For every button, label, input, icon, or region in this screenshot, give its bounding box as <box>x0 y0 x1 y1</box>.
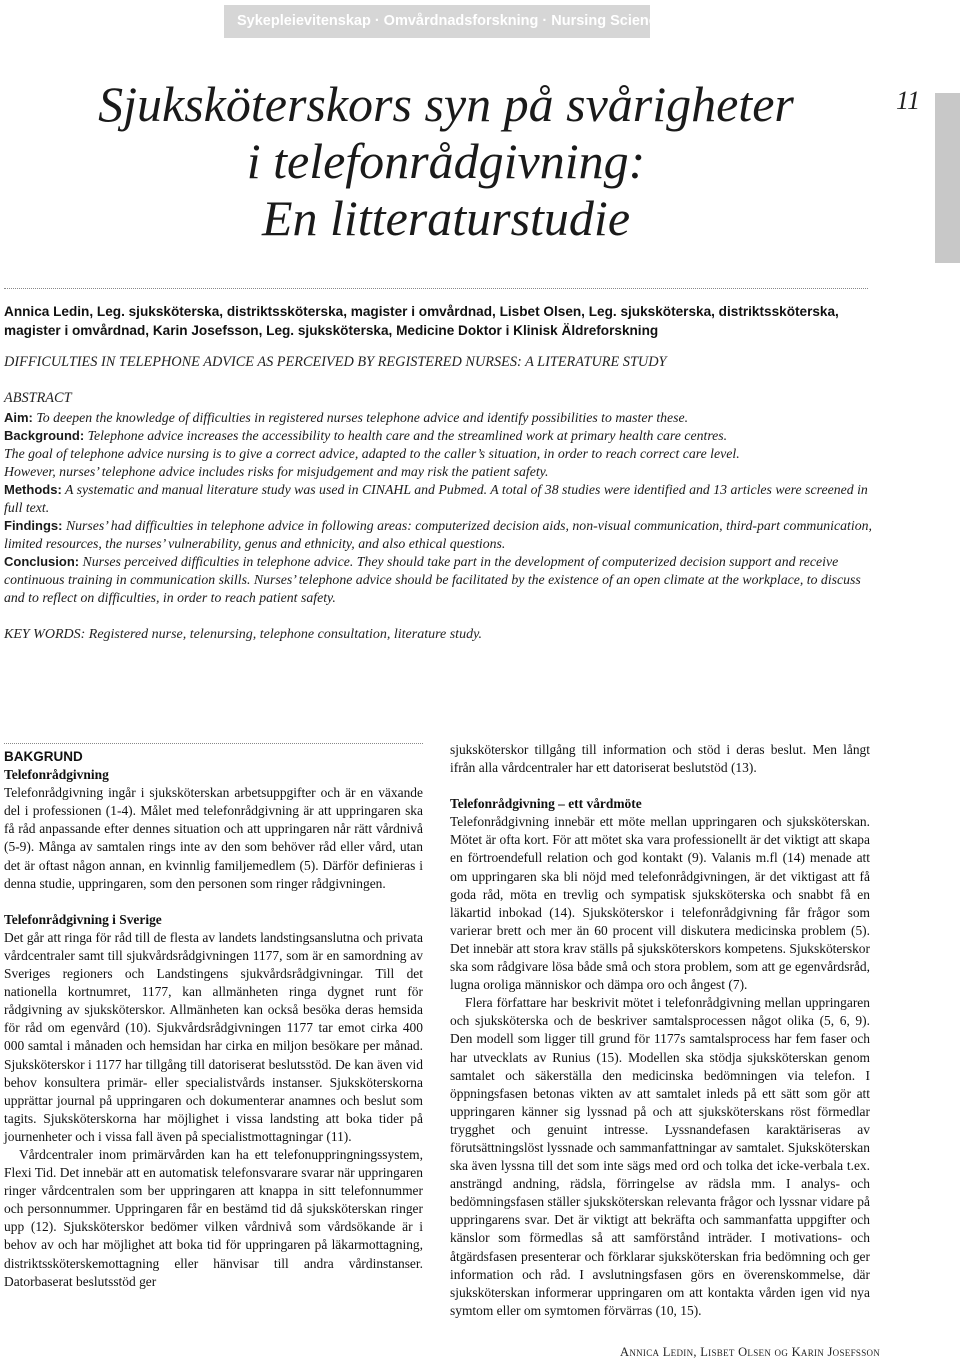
abstract-background <box>4 427 874 445</box>
conclusion-text: Nurses perceived difficulties in telephone advice. They should take part in the development of computerized decision support and receive continuous training in communication skills. Nurses’ telephone advice should be facilitated by the existence of an open climate at the workplace, to discuss and to reflect on difficulties, in order to reach patient safety. <box>4 554 861 605</box>
background-label: Background: <box>4 428 85 443</box>
paragraph-3: Vårdcentraler inom primärvården kan ha ett telefonuppringningssystem, Flexi Tid. Det innebär att en automatisk telefonsvarare svarar när uppringaren ringer vårdcentralen som ber uppringaren att knappa in sitt telefonnummer och personnummer. Uppringaren får en bestämd tid då sjuksköterskan ringer upp (12). Sjuksköterskor bedömer vilken vårdnivå som vårdsökande är i behov av och har möjlighet att boka tid för uppringaren på läkarmottagning, distriktssköterskemottagning eller hänvisar till andra vårdinstanser. Datorbaserat beslutsstöd ger <box>4 1146 423 1289</box>
background-text: Telephone advice increases the accessibility to health care and the streamlined work at primary health care centres. <box>84 428 728 443</box>
title-line-2: i telefonrådgivning: <box>246 133 646 189</box>
title-line-3: En litteraturstudie <box>261 190 631 246</box>
paragraph-0: sjuksköterskor tillgång till information och stöd i deras beslut. Men långt ifrån alla vårdcentraler har ett datoriserat beslutstöd (13). <box>450 742 870 776</box>
subheading-telefonradgivning: Telefonrådgivning <box>4 767 109 783</box>
journal-banner: Sykepleievitenskap · Omvårdnadsforskning · Nursing Science <box>224 5 650 38</box>
methods-label: Methods: <box>4 482 62 497</box>
title-divider <box>4 288 868 289</box>
title-line-1: Sjuksköterskors syn på svårigheter <box>98 76 794 132</box>
author-line: Annica Ledin, Leg. sjuksköterska, distriktssköterska, magister i omvårdnad, Lisbet Olsen, Leg. sjuksköterska, distriktssköterska, magister i omvårdnad, Karin Josefsson, Leg. sjuksköterska, Medicine Doktor i Klinisk Äldreforskning <box>4 304 839 338</box>
abstract-conclusion <box>4 553 874 607</box>
paragraph-5: Flera författare har beskrivit mötet i telefonrådgivning mellan uppringaren och sjuksköterska och de beskriver samtalsprocessen något olika (5, 6, 9). Den modell som ligger till grund för 1177s samtalsprocess har fem faser och har utvecklats av Runius (15). Modellen ska stödja sjuksköterskan genom samtalet och säkerställa den medicinska bedömningen via telefon. I öppningsfasen betonas vikten av att samtalet inleds på ett sätt som gör att uppringaren känner sig lyssnad på och att sjuksköterskans röst förmedlar trygghet och genuint intresse. Lyssnandefasen karaktäriseras av förutsättningslöst lyssnade och sammanfattningar av samtalet. Sjuksköterskan ska även lyssna till det som inte sägs med ord och tolka det icke-verbala t.ex. ansträngd andning, rädsla, förringelse av rädsla mm. I analys- och bedömningsfasen ställer sjuksköterskan relevanta frågor och lyssnar vidare på uppringarens svar. Det är viktigt att bekräfta och sammanfatta uppgifter och känslor som förmedlas så att samförstånd inträder. I motivations- och åtgärdsfasen presenterar och förklarar sjuksköterskan fria bedömning och ger information och råd. I avslutningsfasen görs en överenskommelse, där sjuksköterskan informerar uppringaren om att kontakta vården igen vid nya symtom eller om symtomen förvärras (10, 15). <box>450 995 870 1318</box>
methods-text: A systematic and manual literature study was used in CINAHL and Pubmed. A total of 38 studies were identified and 13 articles were screened in full text. <box>4 482 868 515</box>
conclusion-label: Conclusion: <box>4 554 80 569</box>
abstract-aim <box>4 409 874 427</box>
side-tab-marker <box>935 93 960 263</box>
findings-label: Findings: <box>4 518 63 533</box>
english-title: DIFFICULTIES IN TELEPHONE ADVICE AS PERCEIVED BY REGISTERED NURSES: A LITERATURE STUDY <box>4 354 667 370</box>
findings-text: Nurses’ had difficulties in telephone advice in following areas: computerized decision aids, non-visual communication, third-part communication, limited resources, the nurses’ vulnerability, genus and ethnicity, and also ethical questions. <box>4 518 872 551</box>
page-number: 11 <box>896 86 921 115</box>
abstract-findings <box>4 517 874 553</box>
abstract-body <box>4 409 874 607</box>
subheading-telefonradgivning-sverige: Telefonrådgivning i Sverige <box>4 911 162 927</box>
article-title <box>96 76 796 247</box>
abstract-goal: The goal of telephone advice nursing is to give a correct advice, adapted to the caller’s situation, in order to reach correct care level. <box>4 446 740 461</box>
aim-label: Aim: <box>4 410 33 425</box>
footer-authors <box>620 1345 881 1360</box>
paragraph-gap <box>450 777 870 795</box>
subheading-vardmote: Telefonrådgivning – ett vårdmöte <box>450 796 642 812</box>
section-divider <box>4 743 423 744</box>
aim-text: To deepen the knowledge of difficulties in registered nurses telephone advice and identify possibilities to master these. <box>32 410 689 425</box>
paragraph-gap <box>4 893 423 911</box>
left-column <box>4 748 423 1291</box>
paragraph-2: Det går att ringa för råd till de flesta av landets landstingsanslutna och privata vårdcentraler samt till sjukvårdsrådgivningen 1177, som är en samordning av Sveriges regioners och Landstingens sjukvårdsrådgivningar. Till det nationella kortnumret, 1177, kan allmänheten ringa dygnet runt för rådgivning av sjuksköterskor. Allmänheten kan också besöka deras hemsida för råd om egenvård (10). Sjukvårdsrådgivningen 1177 tar emot cirka 400 000 samtal i månaden och hemsidan har cirka en miljon besökare per månad. Sjuksköterskor i 1177 har tillgång till datoriserat beslutsstöd. De kan även vid behov konsultera primär- eller specialistvårds instanser. Sjuksköterskorna upprättar journal på uppringaren och dokumenterar anamnes och beslut som tagits. Sjuksköterskorna har möjlighet i vissa landsting att boka tider på journenheter och i vissa fall även på specialistmottagningar (11). <box>4 929 423 1144</box>
section-heading-bakgrund: BAKGRUND <box>4 749 83 764</box>
abstract-however: However, nurses’ telephone advice includes risks for misjudgement and may risk the patient safety. <box>4 464 549 479</box>
right-column <box>450 741 870 1320</box>
abstract-heading: ABSTRACT <box>4 390 72 406</box>
abstract-methods <box>4 481 874 517</box>
paragraph-1: Telefonrådgivning ingår i sjuksköterskan arbetsuppgifter och är en växande del i professionen (1-4). Målet med telefonrådgivning är att uppringaren ska få råd anpassande efter dennes situation och att uppringaren når rätt vårdnivå (5-9). Många av samtalen rings inte av den som behöver råd eller vård, utan det är oftast någon annan, en kvinnlig familjemedlem (5). Därför definieras i denna studie, uppringaren, som den personen som ringer rådgivningen. <box>4 785 423 891</box>
footer-author-names: Annica Ledin, Lisbet Olsen og Karin Josefsson <box>620 1345 881 1359</box>
paragraph-4: Telefonrådgivning innebär ett möte mellan uppringaren och sjuksköterskan. Mötet är ofta kort. För att mötet ska vara professionellt är det viktigt att skapa en förtroendefull relation och god kontakt (9). Valanis m.fl (14) menade att om uppringaren ska bli nöjd med telefonrådgivningen, är det viktigast att få goda råd, möta en trevlig och sympatisk sjuksköterska och snabbt få en läkartid inbokad (14). Sjuksköterskor i telefonrådgivning får frågor som varierar brett och mer än 60 procent vill diskutera medicinska problem (5). Det innebär att stora krav ställs på sjuksköterskors kompetens. Sjuksköterskor ska som rådgivare lösa både små och stora problem, som att ge egenvårdsråd, lugna oroliga människor och dämpa oro och ångest (7). <box>450 814 870 993</box>
keywords: KEY WORDS: Registered nurse, telenursing, telephone consultation, literature study. <box>4 627 483 642</box>
